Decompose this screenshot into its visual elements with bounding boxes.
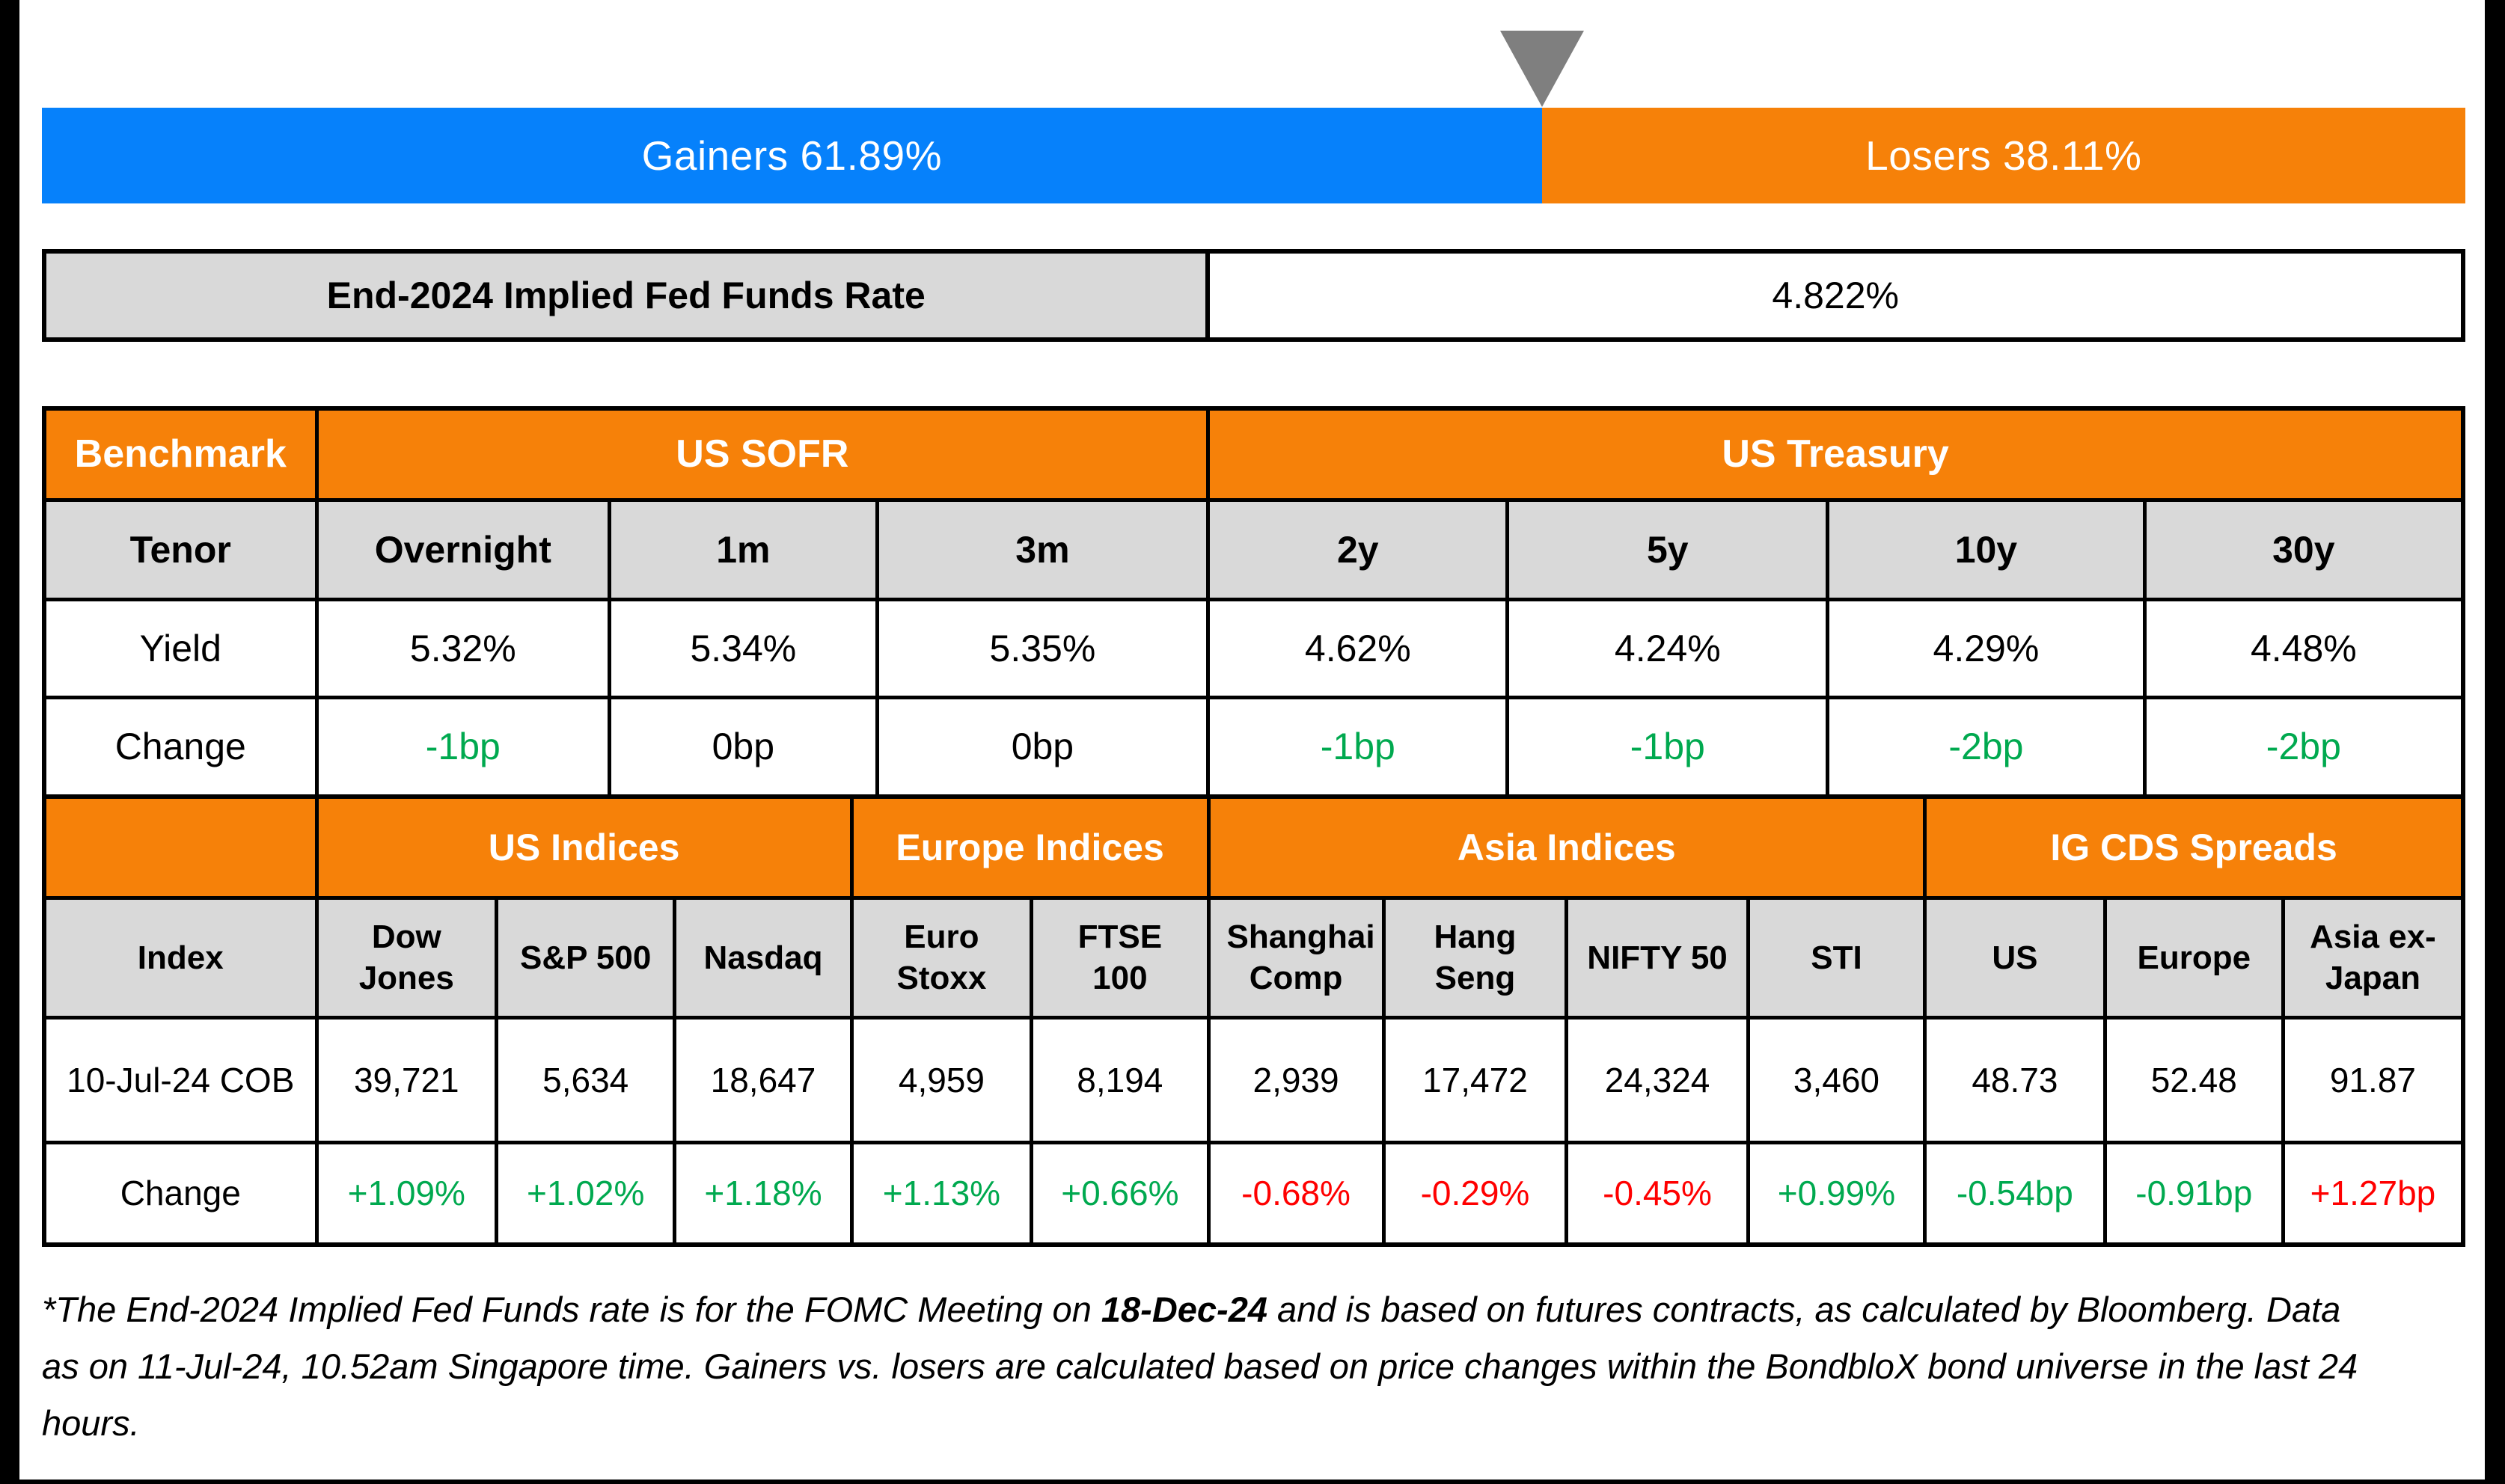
- index-change-cell: -0.68%: [1208, 1142, 1383, 1245]
- index-value-cell: 4,959: [851, 1017, 1032, 1142]
- index-value-cell: 52.48: [2105, 1017, 2283, 1142]
- table-row: [44, 599, 2463, 697]
- table-row: [44, 797, 2463, 898]
- yield-cell: 4.48%: [2144, 599, 2463, 697]
- index-value-cell: 8,194: [1032, 1017, 1208, 1142]
- indices-table: [42, 794, 2465, 1247]
- losers-segment: [1542, 108, 2465, 203]
- tenor-cell: 2y: [1208, 500, 1508, 599]
- yield-cell: 4.29%: [1828, 599, 2145, 697]
- index-change-cell: +1.02%: [497, 1142, 675, 1245]
- fed-funds-value: 4.822%: [1210, 254, 2461, 337]
- change-cell: -2bp: [2144, 697, 2463, 797]
- change-cell: -1bp: [1508, 697, 1828, 797]
- index-change-cell: +1.09%: [316, 1142, 497, 1245]
- marker-triangle-icon: [1500, 31, 1584, 107]
- bottom-border-bar: [0, 1480, 2505, 1484]
- index-name-cell: Europe: [2105, 898, 2283, 1017]
- table-row: [44, 500, 2463, 599]
- index-name-cell: NIFTY 50: [1567, 898, 1748, 1017]
- change-cell: -2bp: [1828, 697, 2145, 797]
- group-header-asia-indices: Asia Indices: [1208, 797, 1925, 898]
- gainers-segment: [42, 108, 1542, 203]
- index-name-cell: Euro Stoxx: [851, 898, 1032, 1017]
- tenor-cell: 30y: [2144, 500, 2463, 599]
- index-name-cell: Nasdaq: [675, 898, 851, 1017]
- gainers-losers-section: [42, 0, 2465, 203]
- index-change-cell: +1.18%: [675, 1142, 851, 1245]
- index-value-cell: 91.87: [2283, 1017, 2463, 1142]
- change-cell: 0bp: [877, 697, 1208, 797]
- index-change-cell: +1.27bp: [2283, 1142, 2463, 1245]
- tenor-cell: 1m: [610, 500, 878, 599]
- market-snapshot: [42, 0, 2465, 1452]
- yield-cell: 5.35%: [877, 599, 1208, 697]
- group-header-europe-indices: Europe Indices: [851, 797, 1208, 898]
- index-value-cell: 48.73: [1925, 1017, 2105, 1142]
- index-name-cell: Dow Jones: [316, 898, 497, 1017]
- index-name-cell: Asia ex-Japan: [2283, 898, 2463, 1017]
- change-row-label: Change: [44, 1142, 316, 1245]
- group-header-ig-cds: IG CDS Spreads: [1925, 797, 2463, 898]
- footnote-fomc-date: 18-Dec-24: [1101, 1290, 1267, 1329]
- table-row: [44, 1142, 2463, 1245]
- table-row: [44, 408, 2463, 500]
- index-value-cell: 24,324: [1567, 1017, 1748, 1142]
- footnote-text-2: and is based on futures contracts, as calculated by Bloomberg. Data as on 11-Jul-24, 10.52am Singapore time. Gainers vs. losers are calculated based on price changes within the BondbloX bond universe in the last 24 hours.: [42, 1290, 2358, 1444]
- tenor-cell: Overnight: [316, 500, 610, 599]
- change-cell: 0bp: [610, 697, 878, 797]
- index-name-cell: S&P 500: [497, 898, 675, 1017]
- index-name-cell: STI: [1748, 898, 1924, 1017]
- group-header-us-sofr: US SOFR: [316, 408, 1208, 500]
- table-row: [44, 697, 2463, 797]
- change-row-label: Change: [44, 697, 316, 797]
- index-value-cell: 2,939: [1208, 1017, 1383, 1142]
- gainers-label: Gainers 61.89%: [641, 132, 942, 179]
- table-row: [44, 898, 2463, 1017]
- index-change-cell: -0.54bp: [1925, 1142, 2105, 1245]
- change-cell: -1bp: [1208, 697, 1508, 797]
- group-header-us-indices: US Indices: [316, 797, 851, 898]
- index-name-cell: US: [1925, 898, 2105, 1017]
- change-cell: -1bp: [316, 697, 610, 797]
- index-change-cell: +1.13%: [851, 1142, 1032, 1245]
- index-change-cell: -0.45%: [1567, 1142, 1748, 1245]
- indices-corner-empty: [44, 797, 316, 898]
- index-change-cell: -0.29%: [1383, 1142, 1567, 1245]
- index-value-cell: 39,721: [316, 1017, 497, 1142]
- index-value-cell: 3,460: [1748, 1017, 1924, 1142]
- index-change-cell: -0.91bp: [2105, 1142, 2283, 1245]
- left-border-bar: [0, 0, 19, 1484]
- yield-cell: 4.62%: [1208, 599, 1508, 697]
- gainers-losers-bar: [42, 108, 2465, 203]
- yield-cell: 5.32%: [316, 599, 610, 697]
- yield-cell: 4.24%: [1508, 599, 1828, 697]
- index-name-cell: Hang Seng: [1383, 898, 1567, 1017]
- index-name-cell: Shanghai Comp: [1208, 898, 1383, 1017]
- index-name-cell: FTSE 100: [1032, 898, 1208, 1017]
- yield-cell: 5.34%: [610, 599, 878, 697]
- tenor-row-label: Tenor: [44, 500, 316, 599]
- index-change-cell: +0.99%: [1748, 1142, 1924, 1245]
- benchmark-corner-header: Benchmark: [44, 408, 316, 500]
- benchmark-table: [42, 406, 2465, 799]
- footnote-text-1: *The End-2024 Implied Fed Funds rate is for the FOMC Meeting on: [42, 1290, 1101, 1329]
- footnote: [42, 1281, 2361, 1452]
- tenor-cell: 10y: [1828, 500, 2145, 599]
- tenor-cell: 5y: [1508, 500, 1828, 599]
- index-value-cell: 17,472: [1383, 1017, 1567, 1142]
- index-value-cell: 5,634: [497, 1017, 675, 1142]
- index-value-cell: 18,647: [675, 1017, 851, 1142]
- group-header-us-treasury: US Treasury: [1208, 408, 2463, 500]
- yield-row-label: Yield: [44, 599, 316, 697]
- table-row: [44, 1017, 2463, 1142]
- fed-funds-label: End-2024 Implied Fed Funds Rate: [46, 254, 1210, 337]
- index-row-label: Index: [44, 898, 316, 1017]
- index-change-cell: +0.66%: [1032, 1142, 1208, 1245]
- right-border-bar: [2485, 0, 2505, 1484]
- fed-funds-strip: [42, 249, 2465, 342]
- losers-label: Losers 38.11%: [1865, 132, 2142, 179]
- tenor-cell: 3m: [877, 500, 1208, 599]
- values-row-label: 10-Jul-24 COB: [44, 1017, 316, 1142]
